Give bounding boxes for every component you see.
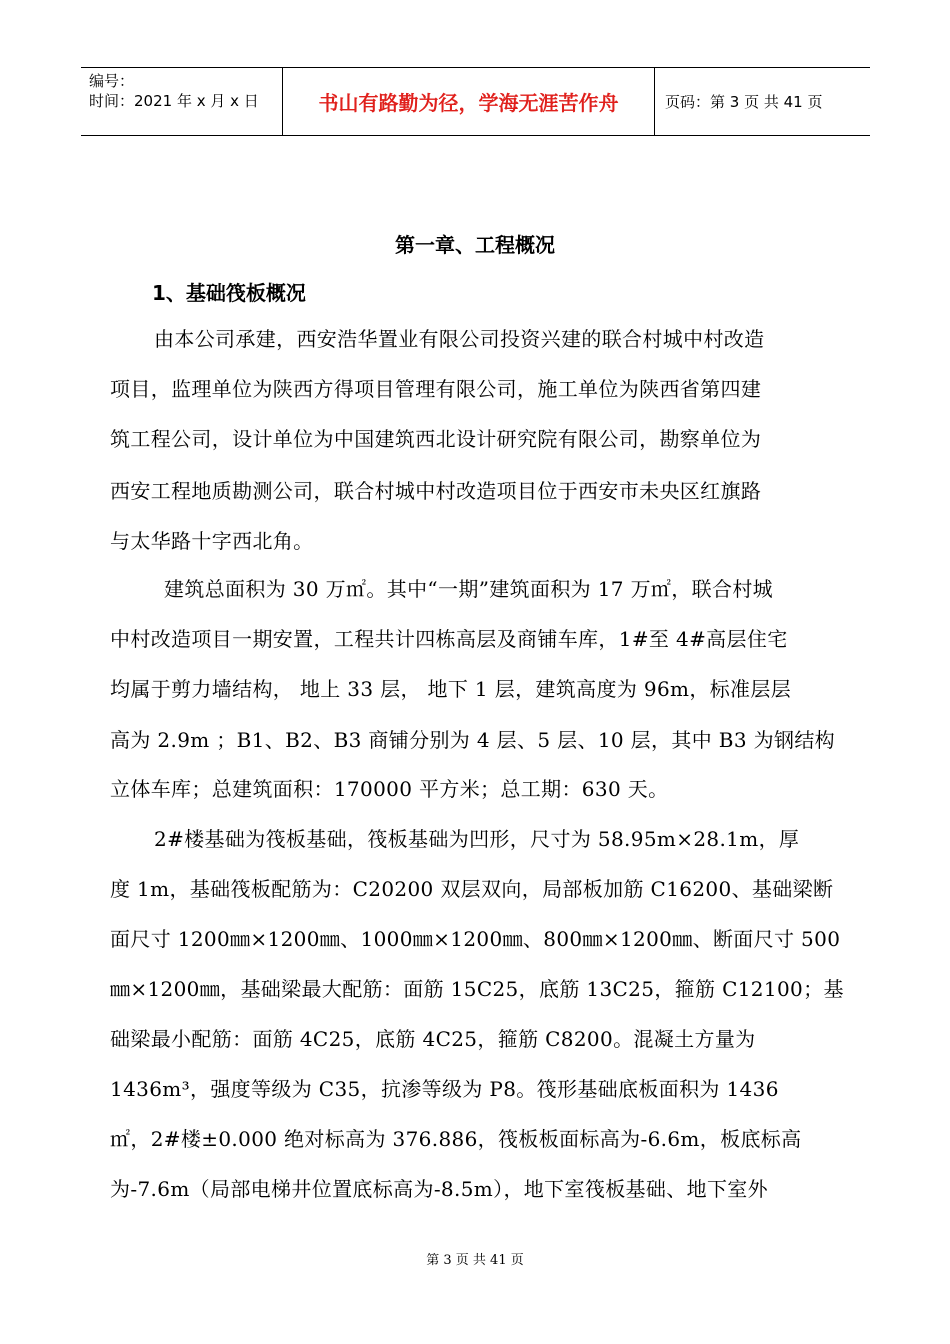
number-label: 编号： <box>89 72 135 90</box>
header-meta <box>81 68 283 135</box>
text-line: 立体车库；总建筑面积：170000 平方米；总工期：630 天。 <box>110 777 669 801</box>
page-header <box>81 67 870 136</box>
text-line: 与太华路十字西北角。 <box>110 529 314 553</box>
text-line: 础梁最小配筋：面筋 4C25，底筋 4C25，箍筋 C8200。混凝土方量为 <box>110 1027 756 1051</box>
text-line: 由本公司承建，西安浩华置业有限公司投资兴建的联合村城中村改造 <box>154 327 765 351</box>
page-footer: 第 3 页 共 41 页 <box>426 1253 524 1268</box>
text-line: ㎜×1200㎜，基础梁最大配筋：面筋 15C25，底筋 13C25，箍筋 C12100；基 <box>110 977 844 1001</box>
section-title: 1、基础筏板概况 <box>152 281 306 305</box>
text-line: 面尺寸 1200㎜×1200㎜、1000㎜×1200㎜、800㎜×1200㎜、断面尺寸 500 <box>110 927 841 951</box>
text-line: ㎡，2#楼±0.000 绝对标高为 376.886，筏板板面标高为-6.6m，板底标高 <box>110 1127 802 1151</box>
text-line: 筑工程公司，设计单位为中国建筑西北设计研究院有限公司，勘察单位为 <box>110 427 762 451</box>
time-label: 时间：2021 年 x 月 x 日 <box>89 92 259 110</box>
text-line: 高为 2.9m ；B1、B2、B3 商铺分别为 4 层、5 层、10 层，其中 B3 为钢结构 <box>110 728 836 752</box>
text-line: 均属于剪力墙结构， 地上 33 层， 地下 1 层，建筑高度为 96m，标准层层 <box>110 677 792 701</box>
text-line: 西安工程地质勘测公司，联合村城中村改造项目位于西安市未央区红旗路 <box>110 479 762 503</box>
text-line: 1436m³，强度等级为 C35，抗渗等级为 P8。筏形基础底板面积为 1436 <box>110 1077 779 1101</box>
text-line: 2#楼基础为筏板基础，筏板基础为凹形，尺寸为 58.95m×28.1m，厚 <box>154 827 800 851</box>
chapter-title: 第一章、工程概况 <box>395 233 555 257</box>
text-line: 度 1m，基础筏板配筋为：C20200 双层双向，局部板加筋 C16200、基础梁断 <box>110 877 834 901</box>
header-page-code: 页码：第 3 页 共 41 页 <box>665 93 823 111</box>
text-line: 建筑总面积为 30 万㎡。其中“一期”建筑面积为 17 万㎡，联合村城 <box>164 577 774 601</box>
text-line: 项目，监理单位为陕西方得项目管理有限公司，施工单位为陕西省第四建 <box>110 377 762 401</box>
text-line: 为-7.6m（局部电梯井位置底标高为-8.5m），地下室筏板基础、地下室外 <box>110 1177 769 1201</box>
text-line: 中村改造项目一期安置，工程共计四栋高层及商铺车库，1#至 4#高层住宅 <box>110 627 788 651</box>
header-motto: 书山有路勤为径，学海无涯苦作舟 <box>283 68 655 135</box>
